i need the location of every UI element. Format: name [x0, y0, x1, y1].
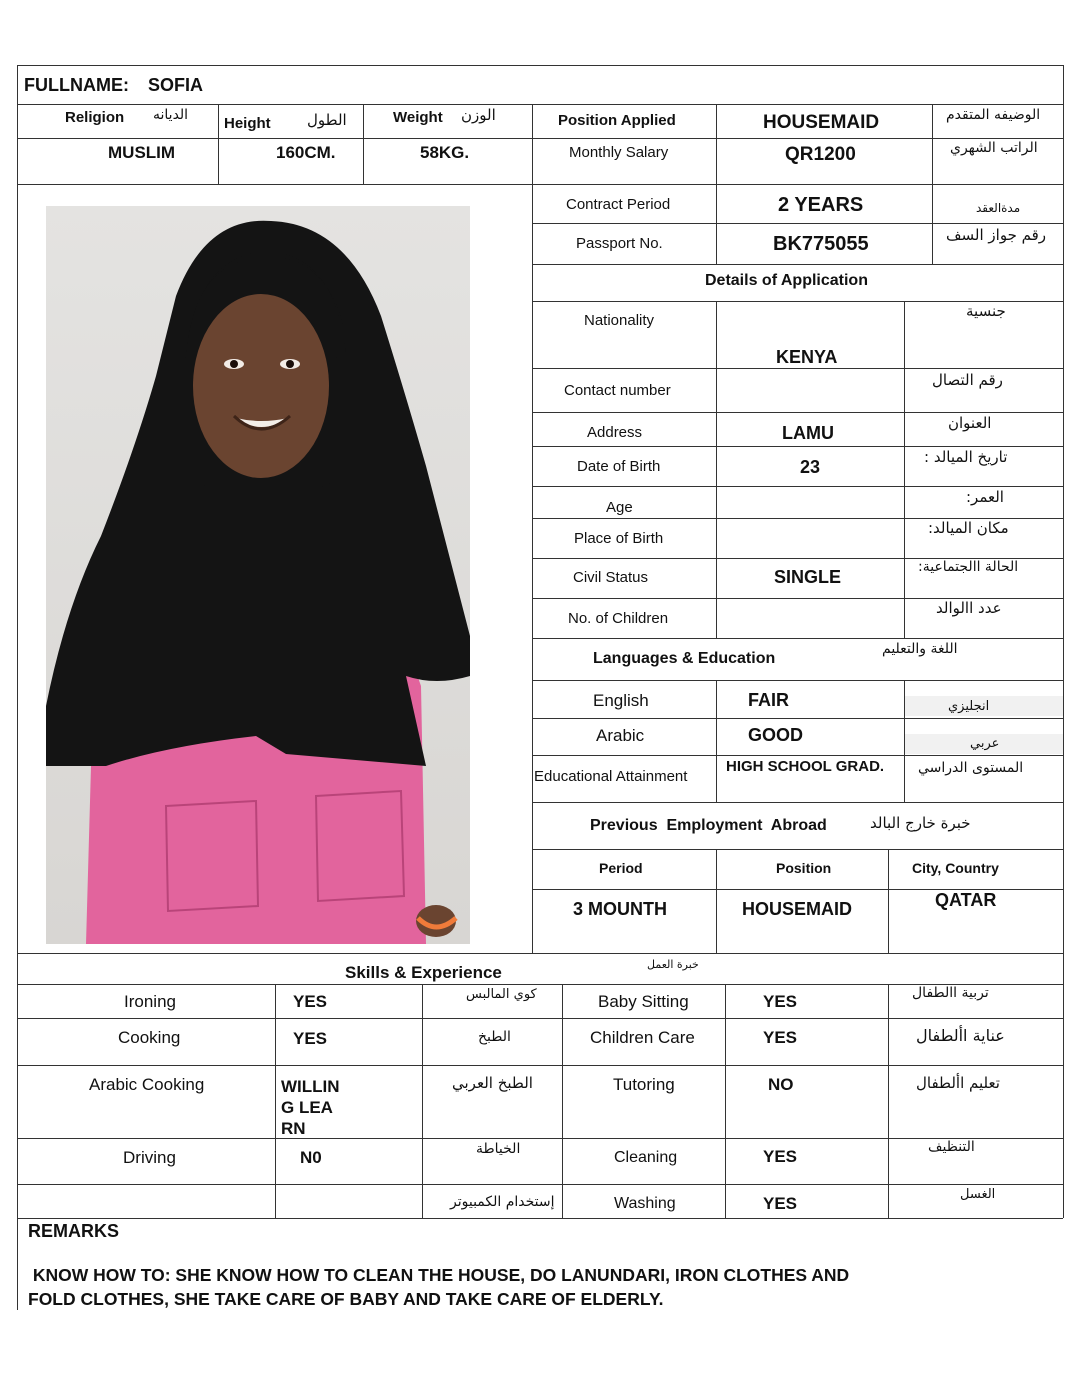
age-label: Age — [606, 499, 633, 516]
contact-ar: رقم التصال — [932, 371, 1003, 389]
skill-arabic-cooking: Arabic Cooking — [89, 1075, 205, 1094]
salary-ar: الراتب الشهري — [950, 140, 1038, 156]
languages-title: Languages & Education — [593, 650, 776, 667]
skill-cleaning: Cleaning — [614, 1149, 678, 1166]
civil-status-value: SINGLE — [774, 567, 842, 587]
skill-computer-ar: إستخدام الكمبيوتر — [450, 1194, 555, 1210]
skill-washing: Washing — [614, 1195, 676, 1212]
position-label: Position Applied — [558, 112, 676, 129]
skill-tutoring-ar: تعليم األطفال — [916, 1074, 1000, 1092]
skill-ironing: Ironing — [124, 992, 176, 1011]
remarks-line-1: KNOW HOW TO: SHE KNOW HOW TO CLEAN THE HOUSE, DO LANUNDARI, IRON CLOTHES AND — [28, 1265, 850, 1285]
skill-cooking: Cooking — [118, 1028, 181, 1047]
weight-ar: الوزن — [461, 106, 496, 124]
skill-driving-value: N0 — [300, 1148, 322, 1167]
children-label: No. of Children — [568, 610, 669, 627]
nationality-label: Nationality — [584, 312, 655, 329]
arabic-ar: عربي — [970, 736, 1000, 751]
applicant-photo — [46, 206, 470, 944]
col-city: City, Country — [912, 860, 999, 876]
religion-ar: الديانه — [153, 107, 189, 123]
skill-baby-sitting-value: YES — [763, 992, 798, 1011]
skill-arabic-cooking-value: WILLING LEARN — [281, 1077, 340, 1138]
salary-value: QR1200 — [785, 144, 856, 165]
age-ar: العمر: — [966, 488, 1004, 506]
skill-baby-sitting-ar: تربية االطفال — [912, 985, 989, 1001]
arabic-label: Arabic — [596, 726, 645, 745]
height-label: Height — [224, 115, 271, 132]
arabic-value: GOOD — [748, 725, 804, 745]
children-ar: عدد االوالد — [936, 599, 1002, 617]
height-ar: الطول — [307, 111, 347, 129]
pob-ar: مكان الميالد: — [928, 519, 1009, 537]
contract-ar: مدةالعقد — [976, 201, 1021, 215]
employment-title: Previous Employment Abroad — [590, 817, 827, 834]
position-value: HOUSEMAID — [763, 112, 880, 133]
fullname-value: SOFIA — [148, 75, 204, 95]
skills-title-ar: خبرة العمل — [647, 958, 699, 971]
salary-label: Monthly Salary — [569, 144, 669, 161]
passport-ar: رقم جواز السف — [946, 226, 1047, 244]
education-ar: المستوى الدراسي — [918, 760, 1024, 776]
skill-driving-ar: الخياطة — [476, 1141, 521, 1157]
employment-position: HOUSEMAID — [742, 899, 853, 919]
contract-label: Contract Period — [566, 196, 671, 213]
skill-tutoring-value: NO — [768, 1075, 794, 1094]
col-position: Position — [776, 860, 832, 876]
passport-value: BK775055 — [773, 233, 869, 255]
nationality-value: KENYA — [776, 347, 838, 367]
skills-title: Skills & Experience — [345, 963, 502, 982]
civil-status-ar: الحالة االجتماعية: — [918, 559, 1019, 575]
employment-city: QATAR — [935, 890, 997, 910]
pob-label: Place of Birth — [574, 530, 664, 547]
skill-children-care-ar: عناية األطفال — [916, 1026, 1005, 1045]
education-label: Educational Attainment — [534, 768, 688, 785]
details-title: Details of Application — [705, 272, 868, 289]
skill-cleaning-ar: التنظيف — [928, 1139, 975, 1155]
weight-label: Weight — [393, 109, 443, 126]
weight-value: 58KG. — [420, 143, 470, 162]
skill-cooking-ar: الطبخ — [478, 1029, 511, 1045]
passport-label: Passport No. — [576, 235, 663, 252]
skill-baby-sitting: Baby Sitting — [598, 992, 689, 1011]
education-value: HIGH SCHOOL GRAD. — [726, 758, 885, 775]
skill-cleaning-value: YES — [763, 1147, 798, 1166]
religion-value: MUSLIM — [108, 143, 176, 162]
skill-cooking-value: YES — [293, 1029, 328, 1048]
dob-value: 23 — [800, 457, 821, 477]
remarks-title: REMARKS — [28, 1221, 120, 1241]
col-period: Period — [599, 860, 643, 876]
employment-period: 3 MOUNTH — [573, 899, 667, 919]
english-label: English — [593, 691, 649, 710]
skill-arabic-cooking-ar: الطبخ العربي — [452, 1074, 533, 1092]
skill-driving: Driving — [123, 1148, 176, 1167]
employment-title-ar: خبرة خارج البالد — [870, 814, 971, 832]
dob-label: Date of Birth — [577, 458, 661, 475]
height-value: 160CM. — [276, 143, 336, 162]
address-value: LAMU — [782, 423, 834, 443]
civil-status-label: Civil Status — [573, 569, 649, 586]
english-value: FAIR — [748, 690, 790, 710]
fullname-label: FULLNAME: — [24, 75, 129, 95]
languages-title-ar: اللغة والتعليم — [882, 641, 958, 657]
remarks-line-2: FOLD CLOTHES, SHE TAKE CARE OF BABY AND TAKE CARE OF ELDERLY. — [28, 1289, 664, 1309]
applicant-photo-illustration — [46, 206, 470, 944]
address-label: Address — [587, 424, 643, 441]
skill-children-care: Children Care — [590, 1028, 695, 1047]
address-ar: العنوان — [948, 414, 992, 432]
contract-value: 2 YEARS — [778, 194, 864, 216]
skill-ironing-value: YES — [293, 992, 328, 1011]
skill-washing-value: YES — [763, 1194, 798, 1213]
skill-children-care-value: YES — [763, 1028, 798, 1047]
religion-label: Religion — [65, 109, 125, 126]
skill-tutoring: Tutoring — [613, 1075, 675, 1094]
english-ar: انجليزي — [948, 699, 990, 714]
skill-ironing-ar: كوي المالبس — [466, 987, 537, 1002]
dob-ar: تاريخ الميالد : — [924, 448, 1008, 466]
position-ar: الوضيفه المتقدم — [946, 107, 1041, 123]
contact-label: Contact number — [564, 382, 671, 399]
skill-washing-ar: الغسل — [960, 1187, 996, 1202]
nationality-ar: جنسية — [966, 302, 1006, 320]
